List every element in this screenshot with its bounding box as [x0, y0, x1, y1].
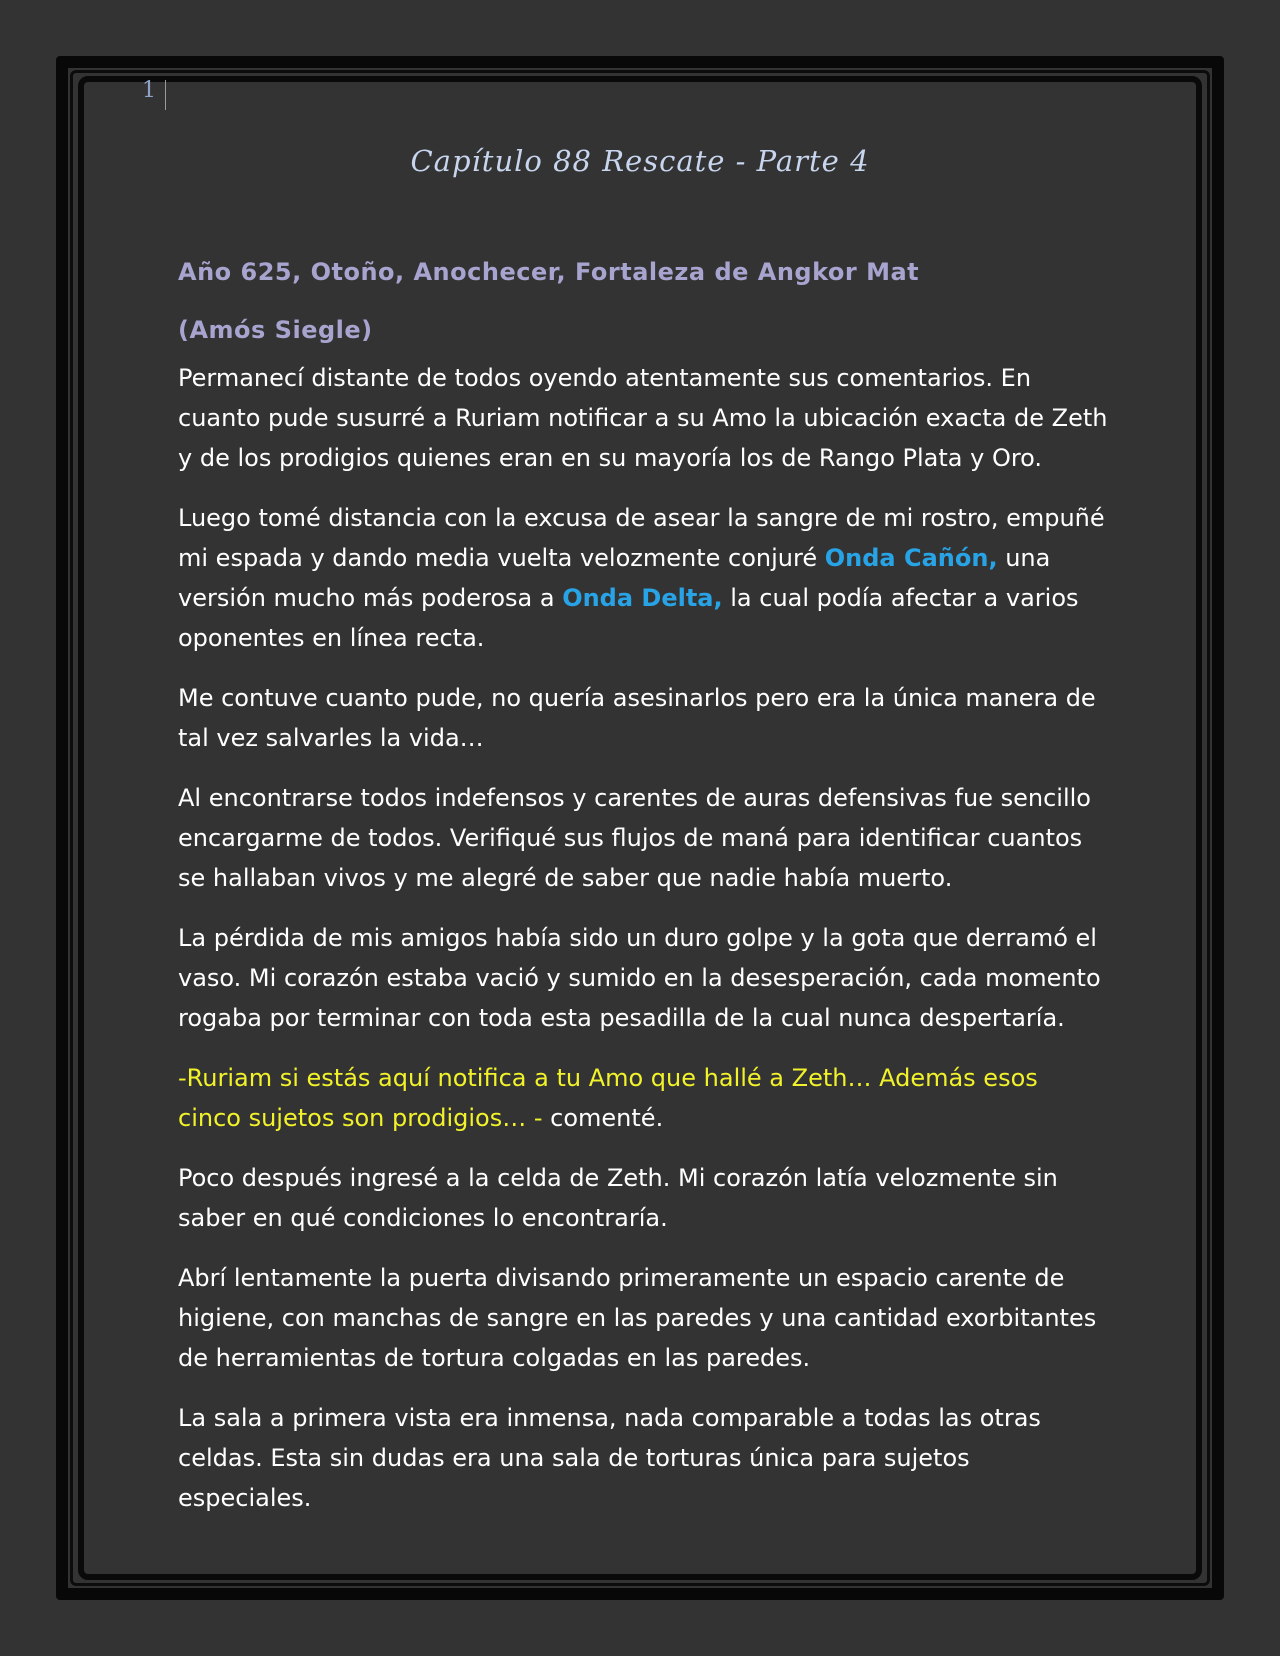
- paragraph-5: La pérdida de mis amigos había sido un duro golpe y la gota que derramó el vaso. Mi corazón estaba vació y sumido en la desesperación, cada momento rogaba por terminar con toda esta pesadilla de la cual nunca despertaría.: [178, 924, 1101, 1032]
- paragraph-2: [178, 498, 1108, 658]
- spell-onda-canon: Onda Cañón,: [824, 544, 998, 572]
- spell-onda-delta: Onda Delta,: [562, 584, 723, 612]
- scene-heading: Año 625, Otoño, Anochecer, Fortaleza de Angkor Mat: [178, 258, 920, 286]
- paragraph-6: [178, 1058, 1108, 1138]
- paragraph-7: Poco después ingresé a la celda de Zeth. Mi corazón latía velozmente sin saber en qué condiciones lo encontraría.: [178, 1164, 1058, 1232]
- text-cursor: [165, 80, 166, 110]
- chapter-title: Capítulo 88 Rescate - Parte 4: [410, 144, 870, 178]
- dialogue-line: -Ruriam si estás aquí notifica a tu Amo que hallé a Zeth… Además esos cinco sujetos son prodigios… -: [178, 1064, 1038, 1132]
- document-body: [178, 252, 1108, 1538]
- paragraph-1: Permanecí distante de todos oyendo atentamente sus comentarios. En cuanto pude susurré a Ruriam notificar a su Amo la ubicación exacta de Zeth y de los prodigios quienes eran en su mayoría los de Rango Plata y Oro.: [178, 364, 1108, 472]
- paragraph-2-text-b: una versión mucho más poderosa a: [178, 544, 1051, 612]
- paragraph-9: La sala a primera vista era inmensa, nada comparable a todas las otras celdas. Esta sin dudas era una sala de torturas única para sujetos especiales.: [178, 1404, 1041, 1512]
- paragraph-3: Me contuve cuanto pude, no quería asesinarlos pero era la única manera de tal vez salvarles la vida…: [178, 684, 1096, 752]
- paragraph-4: Al encontrarse todos indefensos y carentes de auras defensivas fue sencillo encargarme de todos. Verifiqué sus flujos de maná para identificar cuantos se hallaban vivos y me alegré de saber que nadie había muerto.: [178, 784, 1091, 892]
- paragraph-8: Abrí lentamente la puerta divisando primeramente un espacio carente de higiene, con manchas de sangre en las paredes y una cantidad exorbitantes de herramientas de tortura colgadas en las paredes.: [178, 1264, 1097, 1372]
- dialogue-tag: comenté.: [542, 1104, 664, 1132]
- paragraph-2-text-c: la cual podía afectar a varios oponentes en línea recta.: [178, 584, 1079, 652]
- paragraph-2-text-a: Luego tomé distancia con la excusa de asear la sangre de mi rostro, empuñé mi espada y dando media vuelta velozmente conjuré: [178, 504, 1105, 572]
- line-number: 1: [142, 78, 156, 103]
- pov-heading: (Amós Siegle): [178, 316, 373, 344]
